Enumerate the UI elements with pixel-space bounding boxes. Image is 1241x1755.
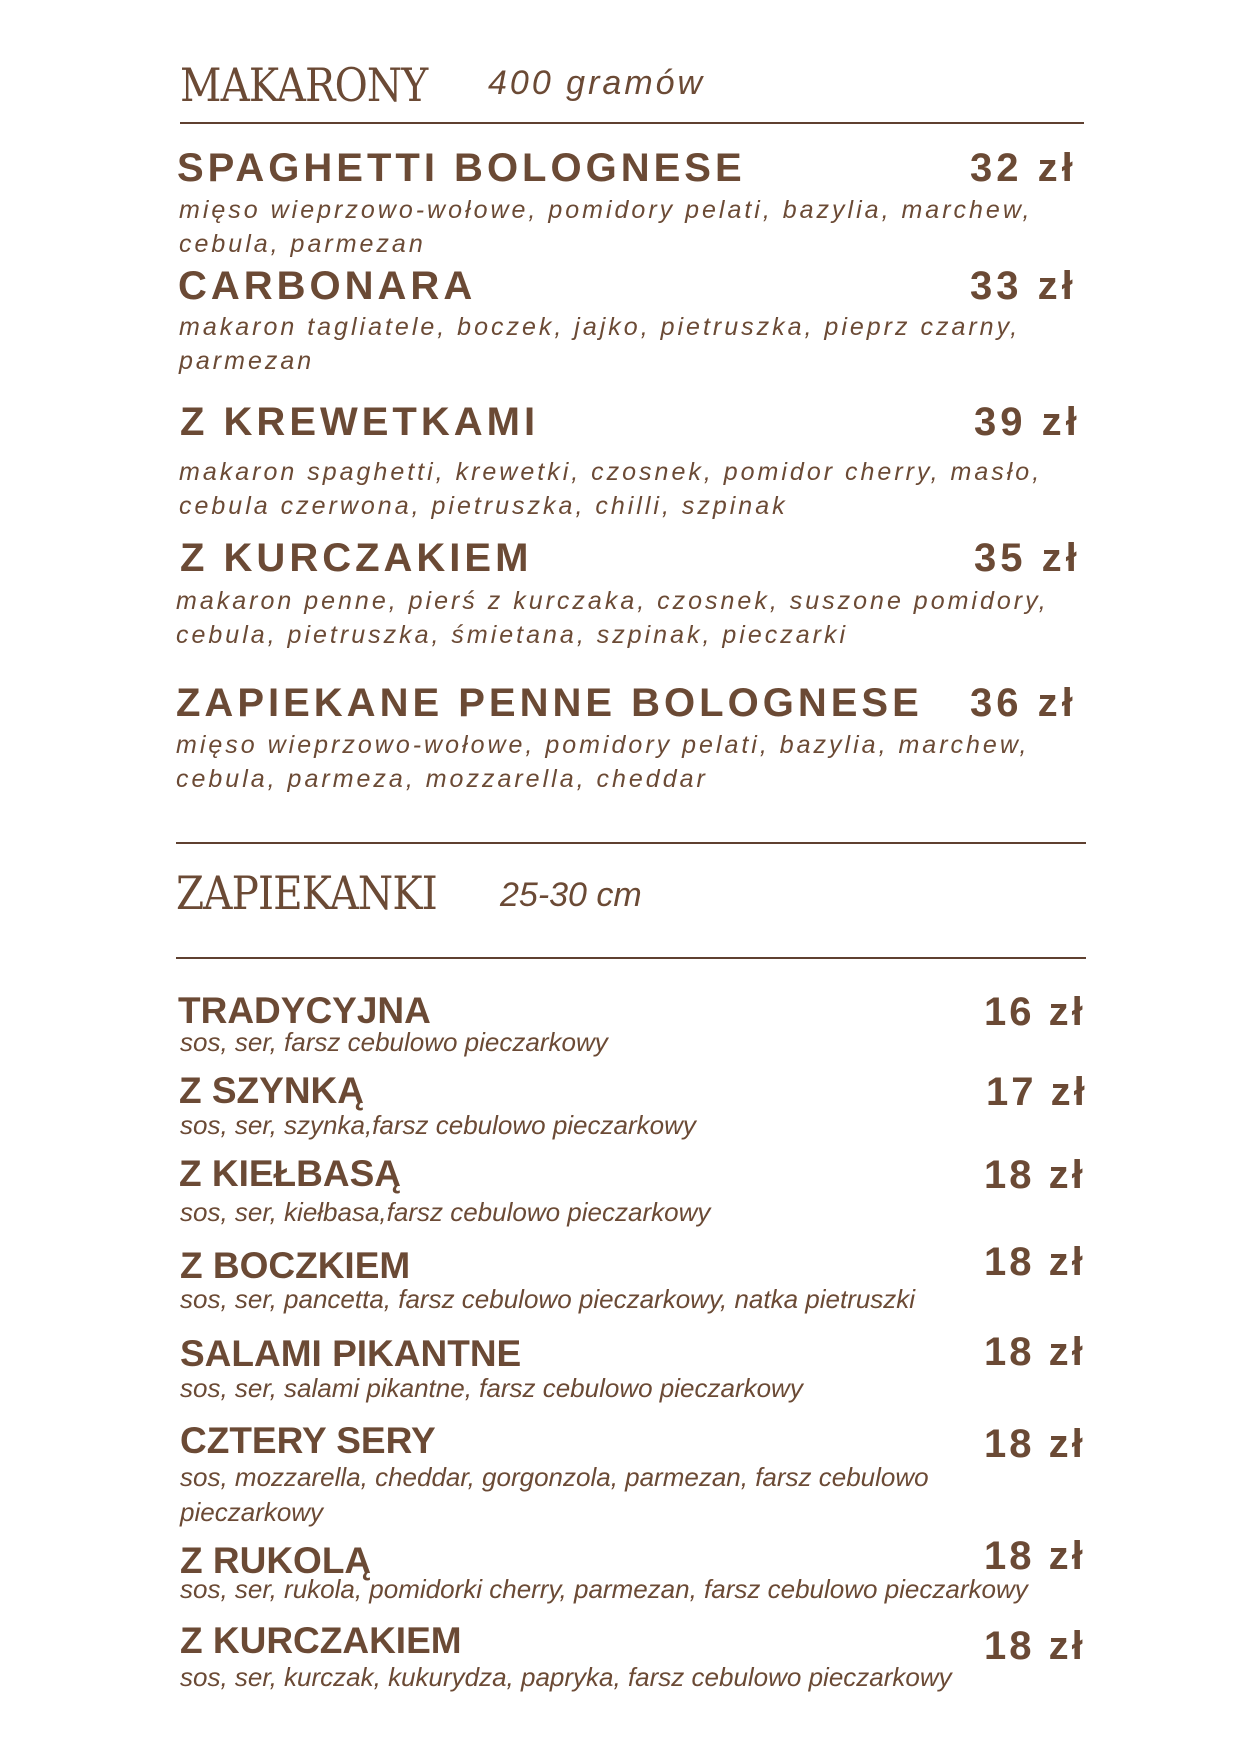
- item-name: Z KIEŁBASĄ: [179, 1153, 401, 1194]
- item-description: sos, ser, rukola, pomidorki cherry, parmezan, farsz cebulowo pieczarkowy: [180, 1574, 1028, 1604]
- item-name: Z RUKOLĄ: [180, 1540, 372, 1581]
- section-subtitle-makarony: 400 gramów: [488, 64, 706, 102]
- item-price: 18 zł: [984, 1624, 1086, 1668]
- divider-bottom: [176, 957, 1086, 959]
- item-price: 18 zł: [984, 1422, 1086, 1466]
- item-name: SPAGHETTI BOLOGNESE: [177, 146, 746, 190]
- item-price: 33 zł: [970, 264, 1077, 308]
- section-subtitle-zapiekanki: 25-30 cm: [500, 876, 642, 914]
- item-description: sos, mozzarella, cheddar, gorgonzola, parmezan, farsz cebulowo pieczarkowy: [180, 1462, 929, 1527]
- item-description: mięso wieprzowo-wołowe, pomidory pelati, bazylia, marchew, cebula, parmezan: [179, 196, 1033, 258]
- item-description: mięso wieprzowo-wołowe, pomidory pelati, bazylia, marchew, cebula, parmeza, mozzarella, cheddar: [176, 731, 1030, 793]
- item-price: 39 zł: [974, 400, 1081, 444]
- item-name: SALAMI PIKANTNE: [180, 1333, 522, 1374]
- item-price: 32 zł: [970, 146, 1077, 190]
- item-description: sos, ser, farsz cebulowo pieczarkowy: [180, 1027, 608, 1057]
- item-description: makaron penne, pierś z kurczaka, czosnek, suszone pomidory, cebula, pietruszka, śmietana, szpinak, pieczarki: [176, 587, 1049, 649]
- item-name: Z KURCZAKIEM: [180, 536, 533, 580]
- section-title-zapiekanki: ZAPIEKANKI: [176, 866, 437, 920]
- item-name: ZAPIEKANE PENNE BOLOGNESE: [176, 681, 923, 725]
- item-price: 17 zł: [986, 1070, 1088, 1114]
- item-name: Z SZYNKĄ: [179, 1070, 364, 1111]
- item-name: Z KREWETKAMI: [180, 400, 540, 444]
- item-name: Z KURCZAKIEM: [180, 1620, 462, 1661]
- divider-top: [180, 122, 1084, 124]
- item-description: makaron spaghetti, krewetki, czosnek, pomidor cherry, masło, cebula czerwona, pietruszka, chilli, szpinak: [179, 458, 1043, 520]
- item-description: sos, ser, salami pikantne, farsz cebulowo pieczarkowy: [180, 1373, 803, 1403]
- item-name: TRADYCYJNA: [178, 990, 431, 1031]
- section-title-makarony: MAKARONY: [180, 58, 428, 112]
- item-description: sos, ser, szynka,farsz cebulowo pieczarkowy: [180, 1110, 696, 1140]
- item-price: 18 zł: [984, 1330, 1086, 1374]
- item-description: sos, ser, kiełbasa,farsz cebulowo pieczarkowy: [180, 1197, 711, 1227]
- item-description: makaron tagliatele, boczek, jajko, pietruszka, pieprz czarny, parmezan: [179, 313, 1021, 375]
- item-price: 36 zł: [970, 681, 1077, 725]
- item-price: 35 zł: [974, 536, 1081, 580]
- item-description: sos, ser, pancetta, farsz cebulowo pieczarkowy, natka pietruszki: [180, 1284, 916, 1314]
- item-price: 18 zł: [984, 1240, 1086, 1284]
- item-name: CZTERY SERY: [180, 1420, 436, 1461]
- item-description: sos, ser, kurczak, kukurydza, papryka, farsz cebulowo pieczarkowy: [180, 1662, 952, 1692]
- item-price: 18 zł: [984, 1534, 1086, 1578]
- item-name: Z BOCZKIEM: [180, 1245, 411, 1286]
- divider-middle: [176, 842, 1086, 844]
- item-name: CARBONARA: [178, 264, 477, 308]
- item-price: 16 zł: [984, 990, 1086, 1034]
- item-price: 18 zł: [984, 1153, 1086, 1197]
